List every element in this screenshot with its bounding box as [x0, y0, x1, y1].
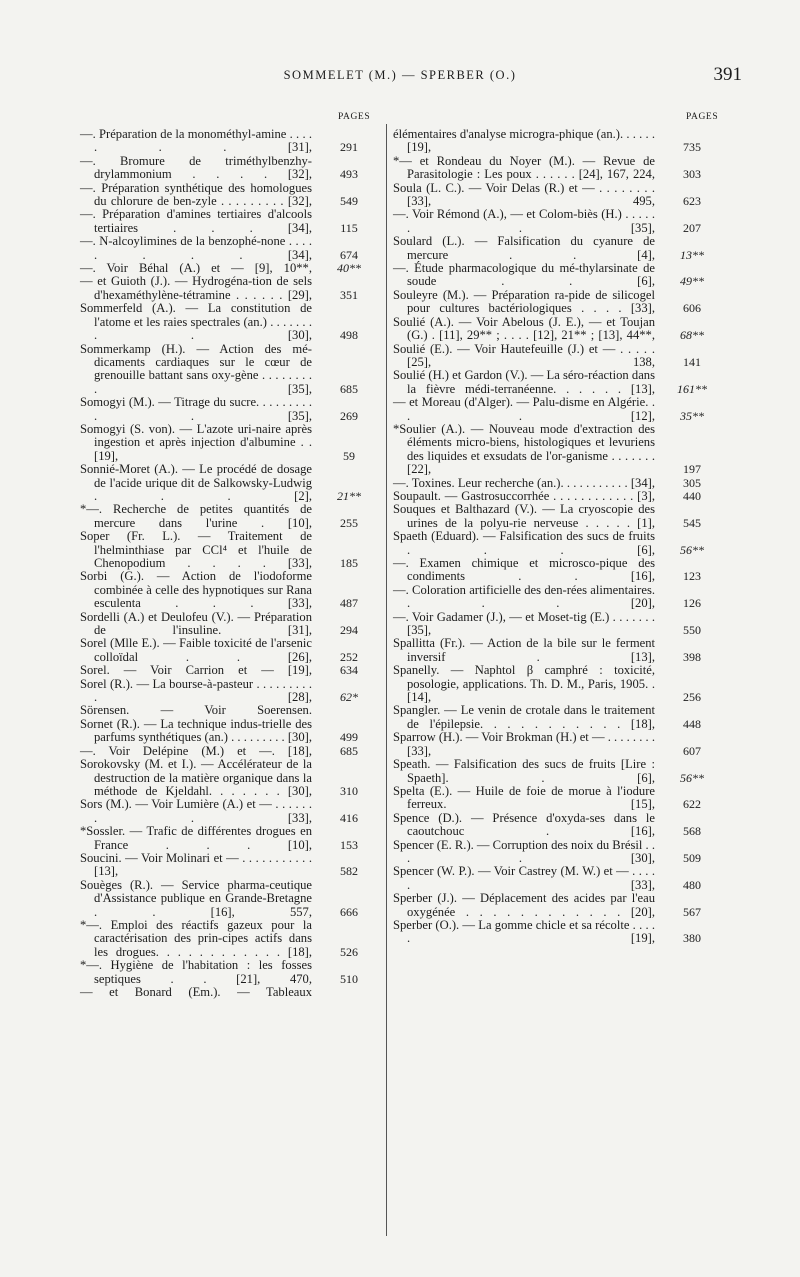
- entry-text: Sornet (R.). — La technique indus-trielle des parfums synthétiques (an.) . . . . . . . . . [30],: [80, 716, 312, 745]
- entry-page: 153: [340, 837, 358, 852]
- index-entry: [80, 745, 380, 758]
- entry-page: 685: [340, 743, 358, 758]
- entry-text: Soula (L. C.). — Voir Delas (R.) et — . . . . . . . . [33], 495,: [393, 180, 655, 209]
- entry-text: Soupault. — Gastrosuccorrhée . . . . . . . . . . . . [3],: [393, 488, 655, 503]
- index-entry: [393, 343, 723, 370]
- entry-page: 310: [340, 783, 358, 798]
- entry-text: Sörensen. — Voir Soerensen.: [80, 703, 312, 718]
- entry-text: Speath. — Falsification des sucs de fruits [Lire : Spaeth]. . [6],: [393, 757, 655, 785]
- entry-page: 123: [683, 569, 701, 584]
- entry-page: 62*: [340, 690, 358, 705]
- entry-text: —. Bromure de triméthylbenzhy-drylammonium . . . . [32],: [80, 153, 312, 182]
- entry-text: —. Voir Gadamer (J.), — et Moset-tig (E.) . . . . . . . [35],: [393, 609, 655, 638]
- index-entry: [80, 128, 380, 155]
- entry-text: Soulard (L.). — Falsification du cyanure de mercure . . [4],: [393, 234, 655, 262]
- entry-page: 567: [683, 904, 701, 919]
- entry-text: —. Préparation d'amines tertiaires d'alcools tertiaires . . . [34],: [80, 207, 312, 235]
- entry-page: 256: [683, 690, 701, 705]
- entry-page: 499: [340, 730, 358, 745]
- entry-page: 398: [683, 649, 701, 664]
- entry-page: 623: [683, 194, 701, 209]
- entry-page: 487: [340, 596, 358, 611]
- entry-page: 56**: [680, 542, 704, 557]
- entry-page: 294: [340, 623, 358, 638]
- index-entry: [393, 423, 723, 477]
- entry-page: 607: [683, 743, 701, 758]
- entry-page: 509: [683, 850, 701, 865]
- index-entry: [393, 704, 723, 731]
- entry-page: 56**: [680, 770, 704, 785]
- entry-page: 40**: [337, 261, 361, 276]
- index-entry: [80, 664, 380, 677]
- entry-page: 493: [340, 167, 358, 182]
- left-entries: [80, 128, 380, 999]
- entry-text: Sperber (J.). — Déplacement des acides par l'eau oxygénée . . . . . . . . . . . . [20],: [393, 891, 655, 919]
- entry-page: 550: [683, 623, 701, 638]
- entry-text: Spanelly. — Naphtol β camphré : toxicité, posologie, applications. Th. D. M., Paris, 1905. . [14],: [393, 663, 655, 705]
- entry-text: *—. Emploi des réactifs gazeux pour la caractérisation des prin-cipes actifs dans les drogues. . . . . . . . . . . . [18],: [80, 917, 312, 959]
- entry-page: 303: [683, 167, 701, 182]
- entry-page: 49**: [680, 274, 704, 289]
- entry-text: Soulié (H.) et Gardon (V.). — La séro-réaction dans la fièvre médi-terranéenne. . . . . . [13],: [393, 368, 655, 396]
- entry-text: *—. Recherche de petites quantités de mercure dans l'urine . [10],: [80, 502, 312, 530]
- entry-text: —. Voir Béhal (A.) et — [9], 10**,: [80, 261, 312, 276]
- index-entry: [393, 128, 723, 155]
- entry-text: *— et Rondeau du Noyer (M.). — Revue de Parasitologie : Les poux . . . . . . [24], 167, 224,: [393, 153, 655, 182]
- entry-page: 480: [683, 877, 701, 892]
- entry-text: Sordelli (A.) et Deulofeu (V.). — Préparation de l'insuline. [31],: [80, 609, 312, 638]
- index-entry: [80, 718, 380, 745]
- entry-page: 622: [683, 797, 701, 812]
- entry-text: Somogyi (M.). — Titrage du sucre. . . . . . . . . . . [35],: [80, 395, 312, 423]
- entry-page: 252: [340, 649, 358, 664]
- entry-text: Sorel (R.). — La bourse-à-pasteur . . . . . . . . . . [28],: [80, 676, 312, 705]
- index-entry: [393, 503, 723, 530]
- index-entry: [80, 530, 380, 570]
- entry-page: 606: [683, 301, 701, 316]
- index-entry: [393, 557, 723, 584]
- index-entry: [80, 423, 380, 463]
- entry-page: 582: [340, 864, 358, 879]
- entry-page: 21**: [337, 488, 361, 503]
- entry-text: Spelta (E.). — Huile de foie de morue à l'iodure ferreux. [15],: [393, 783, 655, 812]
- entry-text: Spaeth (Eduard). — Falsification des sucs de fruits . . . [6],: [393, 529, 655, 557]
- index-entry: [80, 208, 380, 235]
- index-entry: [80, 919, 380, 959]
- index-entry: [393, 637, 723, 664]
- entry-page: 380: [683, 931, 701, 946]
- index-entry: [80, 155, 380, 182]
- entry-page: 255: [340, 515, 358, 530]
- entry-text: Soper (Fr. L.). — Traitement de l'helminthiase par CCl⁴ et l'huile de Chenopodium . . . . [33],: [80, 529, 312, 570]
- entry-page: 185: [340, 556, 358, 570]
- index-entry: [80, 302, 380, 342]
- entry-page: 498: [340, 328, 358, 343]
- index-entry: [393, 530, 723, 557]
- running-head: SOMMELET (M.) — SPERBER (O.): [283, 68, 517, 82]
- index-entry: [80, 463, 380, 503]
- entry-text: — et Moreau (d'Alger). — Palu-disme en Algérie. . . . [12],: [393, 395, 655, 423]
- index-entry: [80, 852, 380, 879]
- index-entry: [393, 208, 723, 235]
- entry-text: —. N-alcoylimines de la benzophé-none . . . . . . . . [34],: [80, 234, 312, 262]
- entry-page: 568: [683, 824, 701, 839]
- entry-text: Souleyre (M.). — Préparation ra-pide de silicogel pour cultures bactériologiques . . . . [33],: [393, 287, 655, 316]
- entry-text: —. Étude pharmacologique du mé-thylarsinate de soude . . [6],: [393, 261, 655, 289]
- entry-text: Sommerfeld (A.). — La constitution de l'atome et les raies spectrales (an.) . . . . . . . . . [30],: [80, 301, 312, 343]
- entry-text: Sorokovsky (M. et I.). — Accélérateur de la destruction de la matière organique dans la méthode de Kjeldahl. . . . . . . [30],: [80, 757, 312, 798]
- entry-page: 126: [683, 596, 701, 611]
- entry-text: Sorel (Mlle E.). — Faible toxicité de l'arsenic colloïdal . . [26],: [80, 636, 312, 664]
- index-entry: [393, 785, 723, 812]
- entry-page: 735: [683, 140, 701, 155]
- index-entry: [393, 155, 723, 182]
- entry-text: Souques et Balthazard (V.). — La cryoscopie des urines de la polyu-rie nerveuse . . . . . [1],: [393, 502, 655, 530]
- entry-text: *—. Hygiène de l'habitation : les fosses septiques . . [21], 470,: [80, 958, 312, 986]
- entry-text: *Soulier (A.). — Nouveau mode d'extraction des éléments micro-biens, histologiques et levuriens des liquides et exsudats de l'or-ganisme . . . . . . . [22],: [393, 421, 655, 477]
- entry-page: 634: [340, 663, 358, 678]
- pages-column-label: PAGES: [338, 112, 371, 122]
- entry-page: 197: [683, 462, 701, 477]
- index-entry: [80, 570, 380, 610]
- entry-page: 207: [683, 220, 701, 235]
- entry-page: 510: [340, 971, 358, 986]
- left-column: [80, 112, 380, 1262]
- page-number: 391: [713, 64, 742, 85]
- index-entry: [393, 758, 723, 785]
- entry-page: 416: [340, 810, 358, 825]
- entry-page: 685: [340, 381, 358, 396]
- index-entry: [393, 316, 723, 343]
- entry-page: 666: [340, 904, 358, 919]
- index-entry: [80, 235, 380, 262]
- entry-page: 674: [340, 247, 358, 262]
- index-entry: [80, 262, 380, 275]
- entry-page: 68**: [680, 328, 704, 343]
- entry-page: 161**: [677, 381, 707, 396]
- entry-page: 440: [683, 488, 701, 503]
- index-entry: [80, 396, 380, 423]
- index-entry: [393, 919, 723, 946]
- entry-page: 448: [683, 716, 701, 731]
- entry-text: —. Voir Rémond (A.), — et Colom-biès (H.) . . . . . . . [35],: [393, 207, 655, 235]
- index-entry: [80, 704, 380, 717]
- column-divider: [386, 124, 387, 1236]
- entry-text: Sommerkamp (H.). — Action des mé-dicaments cardiaques sur le cœur de grenouille battant sans oxy-gène . . . . . . . . . [35],: [80, 341, 312, 396]
- entry-text: *Sossler. — Trafic de différentes drogues en France . . . [10],: [80, 824, 312, 852]
- entry-text: —. Voir Delépine (M.) et —. [18],: [80, 743, 312, 758]
- index-entry: [393, 477, 723, 490]
- entry-page: 59: [343, 448, 355, 463]
- index-entry: [393, 584, 723, 611]
- index-entry: [80, 678, 380, 705]
- entry-page: 291: [340, 140, 358, 155]
- entry-page: 549: [340, 194, 358, 209]
- index-entry: [393, 262, 723, 289]
- index-entry: [393, 396, 723, 423]
- index-entry: [80, 986, 380, 999]
- entry-text: Soucini. — Voir Molinari et — . . . . . . . . . . . [13],: [80, 850, 312, 879]
- pages-column-label: PAGES: [686, 112, 719, 122]
- index-entry: [80, 879, 380, 919]
- entry-text: Sorel. — Voir Carrion et — [19],: [80, 663, 312, 678]
- entry-text: Spallitta (Fr.). — Action de la bile sur le ferment inversif . [13],: [393, 636, 655, 664]
- index-entry: [393, 611, 723, 638]
- entry-page: 269: [340, 408, 358, 423]
- index-entry: [80, 503, 380, 530]
- index-entry: [393, 839, 723, 866]
- index-entry: [80, 637, 380, 664]
- entry-text: Souèges (R.). — Service pharma-ceutique d'Assistance publique en Grande-Bretagne . . [16], 557,: [80, 877, 312, 919]
- entry-text: — et Bonard (Em.). — Tableaux: [80, 985, 312, 999]
- entry-text: élémentaires d'analyse microgra-phique (an.). . . . . . [19],: [393, 127, 655, 155]
- entry-text: —. Préparation synthétique des homologues du chlorure de ben-zyle . . . . . . . . . [32],: [80, 180, 312, 209]
- index-entry: [80, 275, 380, 302]
- entry-page: 141: [683, 354, 701, 369]
- entry-text: Spangler. — Le venin de crotale dans le traitement de l'épilepsie. . . . . . . . . . . [18],: [393, 703, 655, 731]
- right-column: [393, 112, 723, 1262]
- index-entry: [393, 731, 723, 758]
- entry-text: Sonnié-Moret (A.). — Le procédé de dosage de l'acide urique dit de Salkowsky-Ludwig . . . [2],: [80, 462, 312, 503]
- index-entry: [80, 959, 380, 986]
- index-entry: [80, 798, 380, 825]
- entry-text: Sorbi (G.). — Action de l'iodoforme combinée à celle des hypnotiques sur Rana esculenta . . . [33],: [80, 569, 312, 611]
- entry-text: —. Toxines. Leur recherche (an.). . . . . . . . . . . [34],: [393, 475, 655, 490]
- entry-text: —. Préparation de la monométhyl-amine . . . . . . . [31],: [80, 127, 312, 155]
- entry-text: Somogyi (S. von). — L'azote uri-naire après ingestion et après injection d'albumine . . [19],: [80, 421, 312, 463]
- index-entry: [393, 812, 723, 839]
- entry-text: Spence (D.). — Présence d'oxyda-ses dans le caoutchouc . [16],: [393, 810, 655, 839]
- index-entry: [393, 865, 723, 892]
- index-entry: [393, 235, 723, 262]
- entry-text: — et Guioth (J.). — Hydrogéna-tion de sels d'hexaméthylène-tétramine . . . . . . [29],: [80, 274, 312, 302]
- entry-text: Sors (M.). — Voir Lumière (A.) et — . . . . . . . . [33],: [80, 797, 312, 825]
- entry-page: 13**: [680, 247, 704, 262]
- entry-text: Spencer (E. R.). — Corruption des noix du Brésil . . . . [30],: [393, 837, 655, 865]
- entry-text: Soulié (A.). — Voir Abelous (J. E.), — et Toujan (G.) . [11], 29** ; . . . . [12], 21** ; [13], 44**,: [393, 314, 655, 343]
- entry-text: Sparrow (H.). — Voir Brokman (H.) et — . . . . . . . . [33],: [393, 730, 655, 758]
- index-entry: [393, 369, 723, 396]
- entry-page: 545: [683, 515, 701, 530]
- entry-text: —. Examen chimique et microsco-pique des condiments . . [16],: [393, 556, 655, 584]
- entry-text: —. Coloration artificielle des den-rées alimentaires. . . . [20],: [393, 582, 655, 611]
- index-entry: [393, 892, 723, 919]
- entry-page: 35**: [680, 408, 704, 423]
- index-entry: [80, 343, 380, 397]
- entry-page: 351: [340, 287, 358, 302]
- entry-page: 526: [340, 944, 358, 959]
- index-entry: [80, 825, 380, 852]
- entry-text: Spencer (W. P.). — Voir Castrey (M. W.) et — . . . . . [33],: [393, 864, 655, 892]
- index-entry: [393, 490, 723, 503]
- index-entry: [80, 611, 380, 638]
- index-entry: [80, 182, 380, 209]
- entry-text: Soulié (E.). — Voir Hautefeuille (J.) et — . . . . . [25], 138,: [393, 341, 655, 369]
- entry-page: 305: [683, 475, 701, 490]
- index-entry: [80, 758, 380, 798]
- page-header: [0, 64, 800, 88]
- entry-text: Sperber (O.). — La gomme chicle et sa récolte . . . . . [19],: [393, 917, 655, 946]
- entry-page: 115: [340, 220, 358, 235]
- right-entries: [393, 128, 723, 946]
- index-entry: [393, 664, 723, 704]
- index-entry: [393, 289, 723, 316]
- index-entry: [393, 182, 723, 209]
